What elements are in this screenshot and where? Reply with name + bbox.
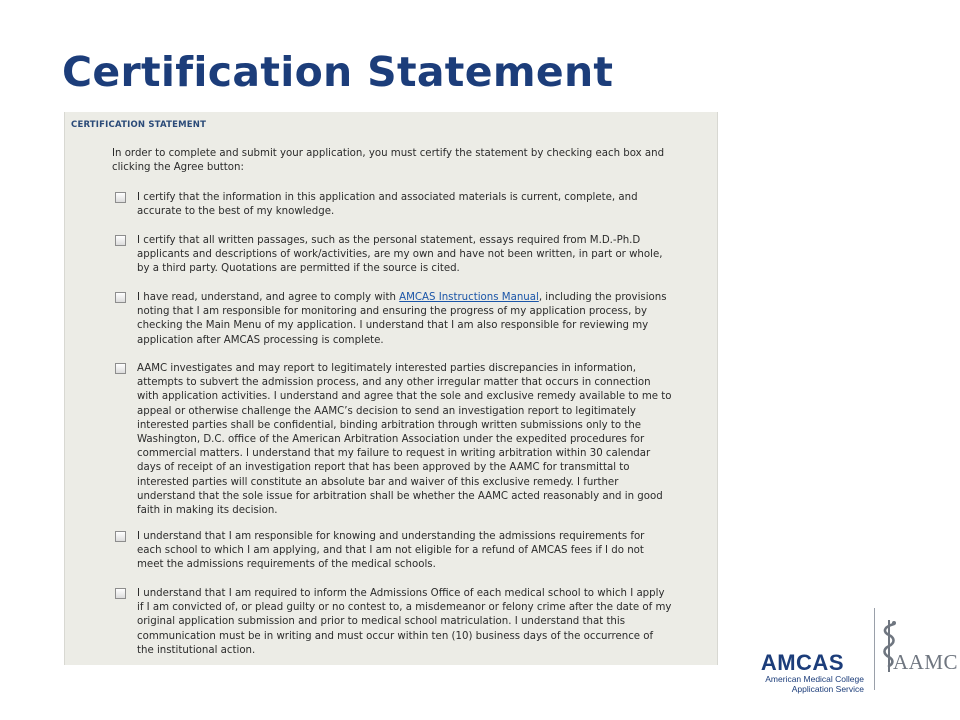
statement-2-text: I certify that all written passages, such as the personal statement, essays required from M.D.-Ph.D applicants and descriptions of work/activities, are my own and have not been written, in part or whole, by a third party. Quotations are permitted if the source is cited. — [137, 235, 663, 275]
statement-1-checkbox[interactable] — [115, 192, 126, 203]
instructions-manual-link[interactable]: AMCAS Instructions Manual — [399, 292, 539, 303]
intro-text: In order to complete and submit your application, you must certify the statement by checking each box and clicking the Agree button: — [112, 148, 665, 174]
statement-1-text: I certify that the information in this application and associated materials is current, complete, and accurate to the best of my knowledge. — [137, 192, 638, 218]
statement-5-checkbox[interactable] — [115, 531, 126, 542]
statement-3-text — [137, 291, 672, 348]
amcas-tagline-line2: Application Service — [791, 684, 864, 694]
certification-panel — [64, 112, 718, 665]
statement-3-text-after: , including the provisions noting that I am responsible for monitoring and ensuring the progress of my application process, by checking the Main Menu of my application. I understand that I am also responsible for reviewing my application after AMCAS processing is complete. — [137, 292, 667, 346]
statement-4-text: AAMC investigates and may report to legitimately interested parties discrepancies in information, attempts to subvert the admission process, and any other irregular matter that occurs in connection with application activities. I understand and agree that the sole and exclusive remedy available to me to appeal or otherwise challenge the AAMC’s decision to send an investigation report to legitimately interested parties shall be confidential, binding arbitration through written submissions only to the Washington, D.C. office of the American Arbitration Association under the expedited procedures for commercial matters. I understand that my failure to request in writing arbitration within 30 calendar days of receipt of an investigation report that has been approved by the AAMC for transmittal to interested parties will constitute an absolute bar and waiver of this exclusive remedy. I further understand that the sole issue for arbitration shall be whether the AAMC acted reasonably and in good faith in making its decision. — [137, 363, 672, 517]
amcas-tagline-line1: American Medical College — [765, 674, 864, 684]
logo-divider — [874, 608, 875, 690]
amcas-aamc-logo — [756, 604, 959, 696]
statement-4-checkbox[interactable] — [115, 363, 126, 374]
statement-5-text: I understand that I am responsible for knowing and understanding the admissions requirements for each school to which I am applying, and that I am not eligible for a refund of AMCAS fees if I do not meet the admissions requirements of the medical schools. — [137, 531, 645, 571]
amcas-wordmark: AMCAS — [760, 650, 844, 675]
slide-title: Certification Statement — [62, 48, 614, 96]
statement-6-text: I understand that I am required to inform the Admissions Office of each medical school to which I apply if I am convicted of, or plead guilty or no contest to, a misdemeanor or felony crime after the date of my original application submission and prior to medical school matriculation. I understand that this communication must be in writing and must occur within ten (10) business days of the occurrence of the institutional action. — [137, 588, 672, 656]
statement-2-checkbox[interactable] — [115, 235, 126, 246]
statement-3-checkbox[interactable] — [115, 292, 126, 303]
statement-6-checkbox[interactable] — [115, 588, 126, 599]
statement-3-text-before: I have read, understand, and agree to comply with — [137, 292, 400, 303]
aamc-wordmark: AAMC — [893, 650, 959, 674]
panel-heading: CERTIFICATION STATEMENT — [71, 120, 207, 130]
